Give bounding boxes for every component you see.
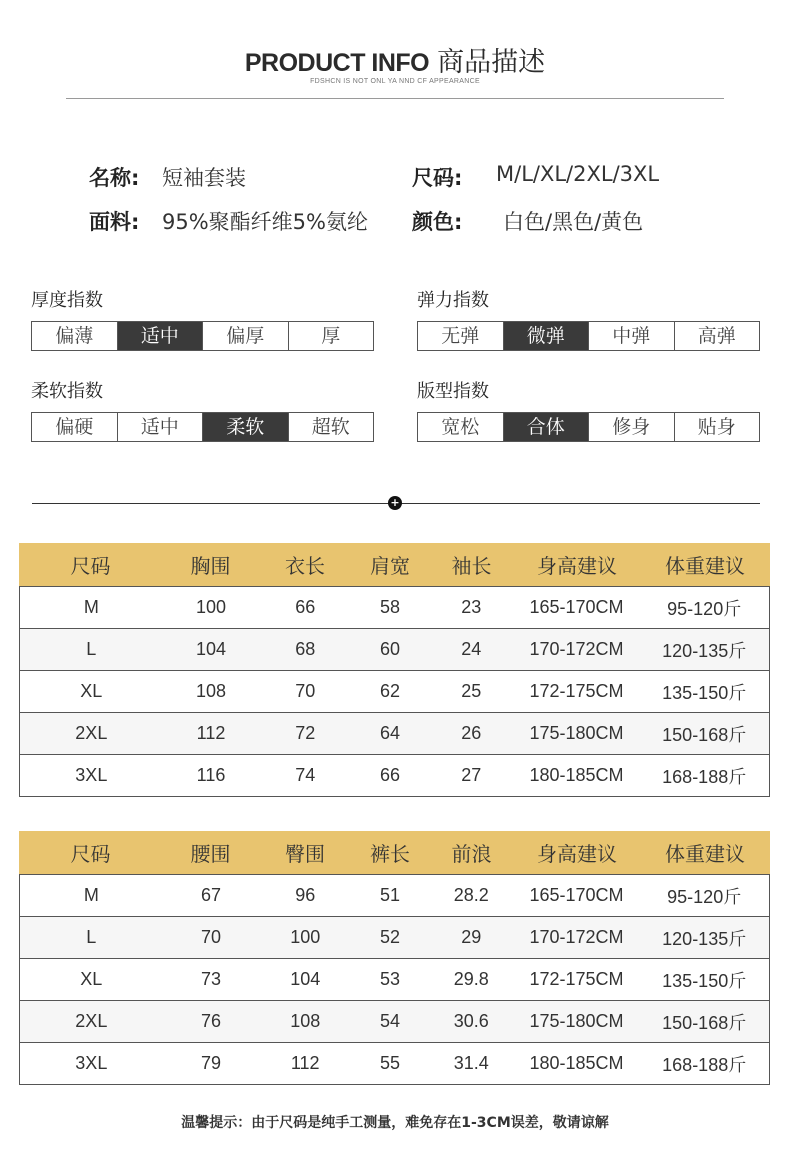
table-cell: 55 — [379, 1053, 401, 1073]
table-cell: 172-175CM — [529, 969, 624, 989]
table-header — [19, 543, 770, 586]
table-cell: 66 — [379, 765, 401, 785]
plus-icon: + — [388, 496, 402, 510]
table-cell: 74 — [295, 765, 316, 785]
title-english: PRODUCT INFO — [244, 49, 430, 77]
table-row — [20, 1042, 769, 1084]
header-cell: 腰围 — [190, 842, 231, 866]
table-cell: 62 — [379, 681, 401, 701]
fit-option: 贴身 — [697, 416, 736, 438]
name-value: 短袖套装 — [162, 166, 246, 190]
table-row — [20, 874, 769, 916]
fit-option: 宽松 — [418, 413, 504, 441]
table-cell: 112 — [196, 723, 226, 743]
table-cell: 23 — [461, 597, 482, 617]
table-cell: 28.2 — [453, 885, 489, 905]
table-cell: 29.8 — [453, 969, 489, 989]
table-row — [20, 712, 769, 754]
table-cell: 175-180CM — [529, 1011, 624, 1031]
table-cell: 108 — [290, 1011, 321, 1031]
elasticity-index-title: 弹力指数 — [417, 290, 489, 311]
header-cell: 身高建议 — [537, 554, 617, 578]
softness-option: 柔软 — [203, 413, 289, 441]
table-cell: 68 — [295, 639, 316, 659]
table-cell: 30.6 — [453, 1011, 489, 1031]
fit-scale — [417, 412, 760, 442]
color-label: 颜色: — [412, 210, 463, 234]
thickness-option: 偏厚 — [203, 322, 289, 350]
softness-option: 偏硬 — [32, 413, 118, 441]
table-cell: 54 — [379, 1011, 401, 1031]
table-cell: 66 — [295, 597, 316, 617]
table-row — [20, 1000, 769, 1042]
table-row — [20, 670, 769, 712]
header-cell: 肩宽 — [370, 554, 410, 578]
title-chinese: 商品描述 — [437, 47, 546, 78]
table-cell: 79 — [200, 1053, 221, 1073]
table-cell: 60 — [379, 639, 401, 659]
softness-scale — [31, 412, 374, 442]
table-cell: 24 — [461, 639, 482, 659]
header-divider — [66, 98, 724, 99]
table-row — [20, 916, 769, 958]
table-cell: 25 — [461, 681, 482, 701]
thickness-option: 偏薄 — [32, 322, 118, 350]
thickness-option: 厚 — [321, 325, 341, 347]
table-row — [20, 754, 769, 796]
elasticity-option: 高弹 — [697, 325, 736, 347]
header-cell: 前浪 — [451, 842, 492, 866]
measurement-note: 温馨提示：由于尺码是纯手工测量，难免存在1-3CM误差，敬请谅解 — [181, 1115, 609, 1131]
header-cell: 体重建议 — [665, 842, 745, 866]
table-cell: 3XL — [75, 1053, 108, 1073]
table-cell: 112 — [290, 1053, 320, 1073]
fabric-value: 95%聚酯纤维5%氨纶 — [162, 210, 368, 234]
table-cell: 170-172CM — [529, 639, 624, 659]
table-cell: 3XL — [75, 765, 108, 785]
fit-index-title: 版型指数 — [417, 381, 489, 402]
table-cell: 31.4 — [453, 1053, 489, 1073]
table-cell: 180-185CM — [529, 1053, 624, 1073]
header-cell: 裤长 — [370, 842, 410, 866]
color-value: 白色/黑色/黄色 — [503, 210, 644, 234]
fit-option: 合体 — [504, 413, 590, 441]
softness-option: 适中 — [118, 413, 204, 441]
size-label: 尺码: — [412, 166, 463, 190]
elasticity-option: 微弹 — [504, 322, 590, 350]
table-cell: 120-135斤 — [662, 928, 747, 949]
table-cell: 73 — [200, 969, 221, 989]
table-cell: 64 — [379, 723, 401, 743]
table-cell: XL — [80, 681, 103, 701]
bottom-size-table — [19, 831, 770, 1085]
table-cell: 27 — [461, 765, 482, 785]
size-value: M/L/XL/2XL/3XL — [496, 162, 660, 186]
table-cell: 165-170CM — [529, 885, 624, 905]
table-cell: 165-170CM — [529, 597, 624, 617]
table-cell: 150-168斤 — [662, 1012, 747, 1033]
table-row — [20, 586, 769, 628]
table-cell: 58 — [379, 597, 401, 617]
table-cell: 104 — [290, 969, 321, 989]
table-cell: L — [86, 927, 97, 947]
table-cell: 52 — [379, 927, 401, 947]
table-cell: 172-175CM — [529, 681, 624, 701]
table-cell: 150-168斤 — [662, 724, 747, 745]
table-cell: M — [83, 597, 99, 617]
table-cell: 108 — [195, 681, 227, 701]
header-cell: 衣长 — [285, 554, 325, 578]
thickness-option: 适中 — [118, 322, 204, 350]
table-cell: 67 — [200, 885, 221, 905]
table-cell: 104 — [195, 639, 227, 659]
header-cell: 袖长 — [451, 554, 492, 578]
table-cell: XL — [80, 969, 103, 989]
page-subtitle: FDSHCN IS NOT ONL YA NND CF APPEARANCE — [310, 78, 480, 85]
elasticity-option: 无弹 — [418, 322, 504, 350]
elasticity-option: 中弹 — [589, 322, 675, 350]
header-cell: 身高建议 — [537, 842, 617, 866]
header-cell: 臀围 — [285, 842, 325, 866]
top-size-table — [19, 543, 770, 797]
table-header — [19, 831, 770, 874]
header-cell: 胸围 — [190, 554, 231, 578]
table-cell: 135-150斤 — [662, 682, 747, 703]
fabric-label: 面料: — [89, 210, 140, 234]
table-cell: 2XL — [75, 1011, 108, 1031]
table-cell: 175-180CM — [529, 723, 624, 743]
table-cell: 170-172CM — [529, 927, 624, 947]
softness-option: 超软 — [311, 416, 350, 438]
table-cell: 100 — [195, 597, 227, 617]
table-cell: 168-188斤 — [662, 766, 747, 787]
table-cell: 26 — [461, 723, 482, 743]
softness-index-title: 柔软指数 — [31, 381, 103, 402]
header-cell: 体重建议 — [665, 554, 745, 578]
table-cell: 70 — [200, 927, 221, 947]
header-cell: 尺码 — [70, 842, 111, 866]
table-cell: 95-120斤 — [667, 886, 742, 907]
name-label: 名称: — [89, 166, 140, 190]
table-cell: 100 — [290, 927, 321, 947]
table-cell: 76 — [200, 1011, 221, 1031]
table-cell: 70 — [295, 681, 316, 701]
table-cell: 120-135斤 — [662, 640, 747, 661]
elasticity-scale — [417, 321, 760, 351]
table-cell: 180-185CM — [529, 765, 624, 785]
table-cell: 116 — [196, 765, 226, 785]
table-cell: M — [83, 885, 99, 905]
thickness-scale — [31, 321, 374, 351]
table-cell: 168-188斤 — [662, 1054, 747, 1075]
table-cell: 96 — [295, 885, 316, 905]
table-cell: L — [86, 639, 97, 659]
thickness-index-title: 厚度指数 — [31, 290, 103, 311]
table-row — [20, 628, 769, 670]
table-cell: 2XL — [75, 723, 108, 743]
table-cell: 72 — [295, 723, 316, 743]
header-cell: 尺码 — [70, 554, 111, 578]
fit-option: 修身 — [589, 413, 675, 441]
table-cell: 95-120斤 — [667, 598, 742, 619]
table-cell: 53 — [379, 969, 401, 989]
table-row — [20, 958, 769, 1000]
table-cell: 29 — [461, 927, 482, 947]
page-title — [0, 40, 790, 79]
table-cell: 135-150斤 — [662, 970, 747, 991]
table-cell: 51 — [379, 885, 401, 905]
